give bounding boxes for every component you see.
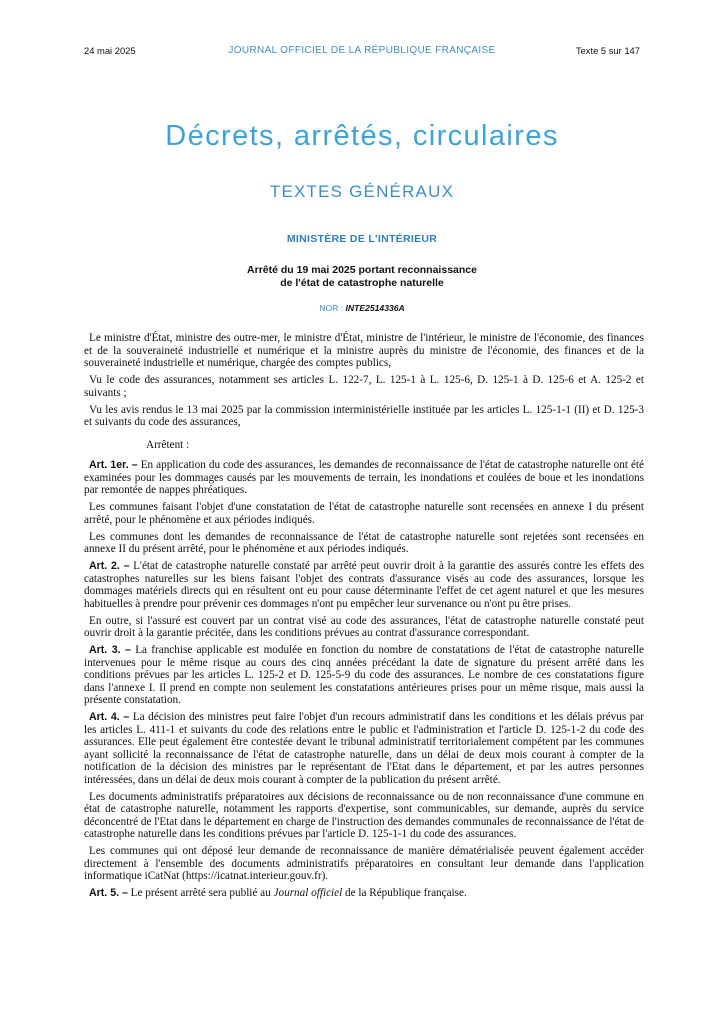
article-5-text-after: de la République française. (342, 887, 467, 899)
nor-label: NOR : (319, 303, 346, 313)
article-3-label: Art. 3. – (89, 644, 131, 656)
arrete-title (0, 264, 724, 290)
article-2-paragraph-2: En outre, si l'assuré est couvert par un contrat visé au code des assurances, l'état de catastrophe naturelle constaté peut ouvrir droit à la garantie précitée, dans les conditions prévues au contrat d'assurance correspondant. (84, 614, 644, 639)
article-1-paragraph-3: Les communes dont les demandes de reconnaissance de l'état de catastrophe naturelle sont rejetées sont recensées en annexe II du présent arrêté, pour le phénomène et aux périodes indiqués. (84, 530, 644, 555)
document-body (84, 332, 644, 904)
article-4-paragraph-1 (84, 711, 644, 786)
article-4-paragraph-2: Les documents administratifs préparatoires aux décisions de reconnaissance ou de non reconnaissance d'une commune en état de catastrophe naturelle, notamment les rapports d'expertise, sont communicables, sur demande, auprès du service déconcentré de l'Etat dans le département en charge de l'instruction des demandes communales de reconnaissance de l'état de catastrophe naturelle dans les conditions prévues par l'article D. 125-1-1 du code des assurances. (84, 790, 644, 840)
article-1-text-1: En application du code des assurances, les demandes de reconnaissance de l'état de catastrophe naturelle ont été examinées pour les dommages causés par les mouvements de terrain, les inondations et coulées de boue et les inondations par remontée de nappes phréatiques. (84, 459, 644, 496)
article-2-label: Art. 2. – (89, 560, 130, 572)
article-5-text-before: Le présent arrêté sera publié au (130, 887, 274, 899)
arrete-title-line-1: Arrêté du 19 mai 2025 portant reconnaissance (247, 264, 477, 276)
article-1-label: Art. 1er. – (89, 459, 138, 471)
article-1-paragraph-1 (84, 459, 644, 497)
preamble-ministers: Le ministre d'État, ministre des outre-mer, le ministre d'État, ministre de l'intérieur, le ministre de l'économie, des finances et de la souveraineté industrielle et numérique et la ministre auprès du ministre de l'économie, des finances et de la souveraineté industrielle et numérique, chargée des comptes publics, (84, 332, 644, 369)
article-4-text-1: La décision des ministres peut faire l'objet d'un recours administratif dans les conditions et les délais prévus par les articles L. 411-1 et suivants du code des relations entre le public et l'administration et l'article D. 125-1-2 du code des assurances. Elle peut également être contestée devant le tribunal administratif territorialement compétent par les communes ayant sollicité la reconnaissance de l'état de catastrophe naturelle, dans un délai de deux mois courant à compter de la notification de la décision des ministres par le représentant de l'Etat dans le département, et par les autres personnes intéressées, dans un délai de deux mois courant à compter de la publication du présent arrêté. (84, 711, 645, 786)
article-1-paragraph-2: Les communes faisant l'objet d'une constatation de l'état de catastrophe naturelle sont recensées en annexe I du présent arrêté, pour le phénomène et aux périodes indiqués. (84, 501, 644, 526)
section-title: TEXTES GÉNÉRAUX (269, 182, 455, 201)
arretent-line: Arrêtent : (146, 438, 190, 451)
header-date: 24 mai 2025 (84, 45, 136, 56)
nor-reference (0, 303, 724, 313)
article-4-label: Art. 4. – (89, 711, 130, 723)
article-5-paragraph (84, 887, 644, 900)
article-5-label: Art. 5. – (89, 887, 128, 899)
preamble-vu-code: Vu le code des assurances, notamment ses articles L. 122-7, L. 125-1 à L. 125-6, D. 125-1 à D. 125-6 et A. 125-2 et suivants ; (84, 374, 644, 399)
page-header (84, 45, 640, 59)
ministry-title: MINISTÈRE DE L'INTÉRIEUR (286, 233, 438, 245)
journal-officiel-italic: Journal officiel (273, 887, 343, 899)
nor-value: INTE2514336A (345, 303, 405, 313)
preamble-vu-avis: Vu les avis rendus le 13 mai 2025 par la commission interministérielle instituée par les articles L. 125-1-1 (II) et D. 125-3 et suivants du code des assurances, (84, 403, 644, 428)
article-4-paragraph-3: Les communes qui ont déposé leur demande de reconnaissance de manière dématérialisée peuvent également accéder directement à l'ensemble des documents administratifs préparatoires en consultant leur demande dans l'application informatique iCatNat (https://icatnat.interieur.gouv.fr). (84, 845, 644, 882)
arrete-title-line-2: de l'état de catastrophe naturelle (280, 277, 444, 289)
header-text-number: Texte 5 sur 147 (575, 45, 640, 56)
article-2-text-1: L'état de catastrophe naturelle constaté par arrêté peut ouvrir droit à la garantie des assurés contre les effets des catastrophes naturelles sur les biens faisant l'objet des contrats d'assurance visés au code des assurances, lorsque les dommages matériels directs qui en résultent ont eu pour cause déterminante l'effet de cet agent naturel et que les mesures habituelles à prendre pour prévenir ces dommages n'ont pu empêcher leur survenance ou n'ont pu être prises. (84, 560, 645, 610)
article-2-paragraph-1 (84, 560, 644, 610)
header-journal-title: JOURNAL OFFICIEL DE LA RÉPUBLIQUE FRANÇAISE (228, 45, 496, 56)
main-title: Décrets, arrêtés, circulaires (165, 120, 559, 152)
article-3-text-1: La franchise applicable est modulée en fonction du nombre de constatations de l'état de catastrophe naturelle intervenues pour le même risque au cours des cinq années précédant la date de signature du présent arrêté dans les conditions prévues par les articles L. 125-2 et D. 125-5-9 du code des assurances. Le nombre de ces constatations figure dans l'annexe I. Il prend en compte non seulement les constatations antérieures prises pour un même risque, mais aussi la présente constatation. (84, 644, 645, 706)
article-3-paragraph-1 (84, 644, 644, 707)
